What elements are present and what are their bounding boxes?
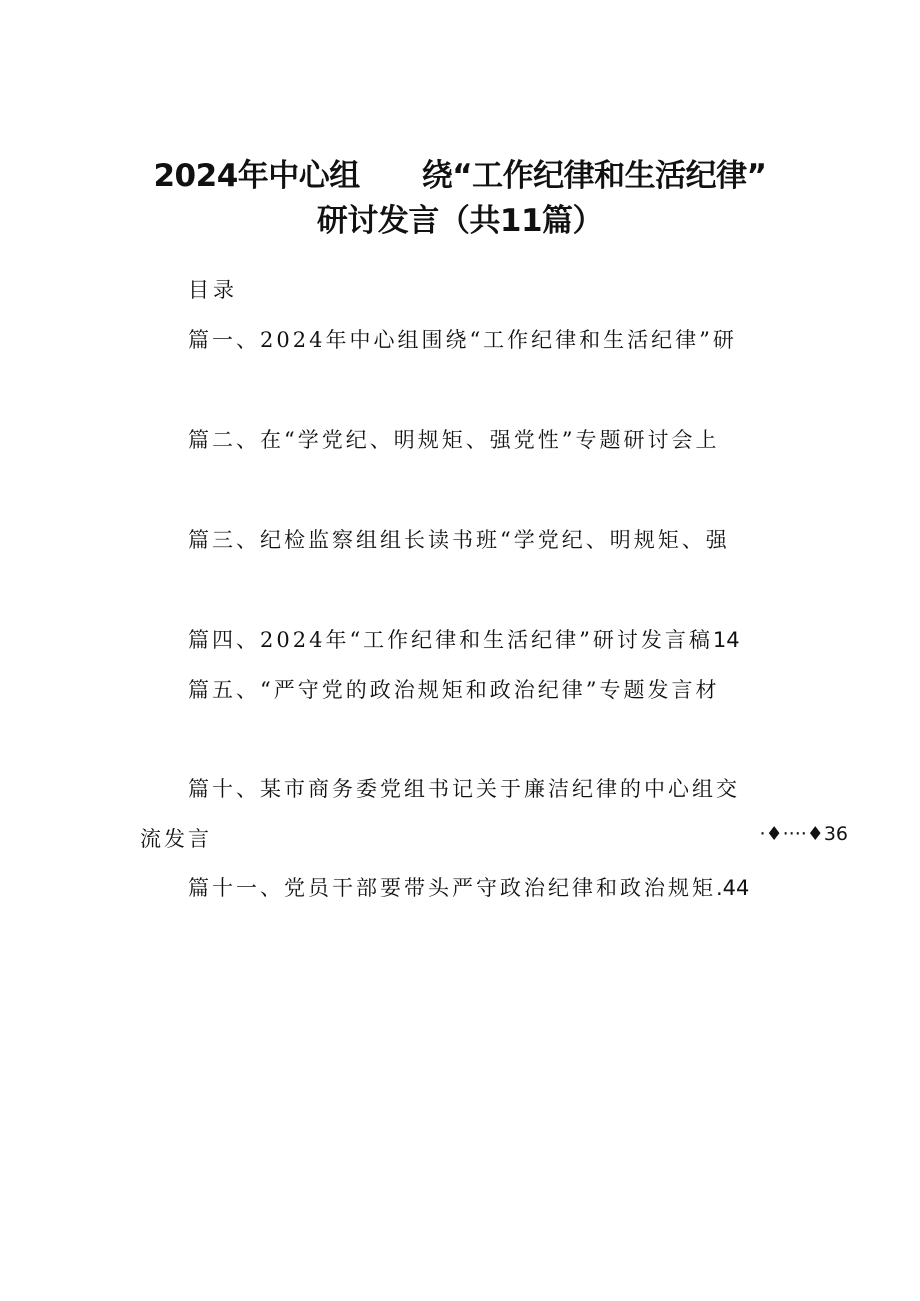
- title-part-1: 2024年中心组: [153, 158, 360, 194]
- toc-entry-3[interactable]: [188, 524, 730, 554]
- toc-entry-text: 党员干部要带头严守政治纪律和政治规矩: [284, 876, 716, 900]
- toc-entry-label: 篇十、: [188, 777, 260, 801]
- toc-entry-5[interactable]: [188, 674, 719, 704]
- toc-entry-10[interactable]: [188, 773, 740, 803]
- document-title-line-1: [0, 150, 920, 195]
- toc-entry-page-number: 36: [823, 823, 848, 845]
- toc-entry-4[interactable]: [188, 624, 740, 654]
- toc-entry-label: 篇五、: [188, 678, 260, 702]
- toc-entry-label: 篇十一、: [188, 876, 284, 900]
- toc-entry-text: 纪检监察组组长读书班“学党纪、明规矩、强: [260, 528, 730, 552]
- toc-entry-10-leader: [760, 823, 848, 845]
- document-title-line-2: 研讨发言（共11篇）: [316, 203, 604, 239]
- toc-entry-label: 篇二、: [188, 428, 260, 452]
- toc-entry-text: 2024年“工作纪律和生活纪律”研讨发言稿: [260, 628, 713, 652]
- toc-entry-text: 某市商务委党组书记关于廉洁纪律的中心组交: [260, 777, 740, 801]
- toc-entry-page-number: 14: [712, 628, 740, 652]
- toc-heading: 目录: [188, 278, 238, 302]
- toc-entry-2[interactable]: [188, 424, 719, 454]
- dot-leader: ·♦····♦: [759, 823, 824, 845]
- toc-entry-text: “严守党的政治规矩和政治纪律”专题发言材: [260, 678, 720, 702]
- toc-entry-label: 篇四、: [188, 628, 260, 652]
- title-part-2: 绕“工作纪律和生活纪律”: [421, 158, 767, 194]
- toc-entry-text: 2024年中心组围绕“工作纪律和生活纪律”研: [260, 328, 737, 352]
- toc-entry-page-number: .44: [716, 876, 750, 900]
- toc-entry-label: 篇一、: [188, 328, 260, 352]
- toc-entry-text: 在“学党纪、明规矩、强党性”专题研讨会上: [260, 428, 720, 452]
- toc-entry-11[interactable]: [188, 872, 749, 902]
- toc-entry-1[interactable]: [188, 324, 737, 354]
- toc-entry-label: 篇三、: [188, 528, 260, 552]
- toc-entry-10-continuation: 流发言: [140, 827, 212, 851]
